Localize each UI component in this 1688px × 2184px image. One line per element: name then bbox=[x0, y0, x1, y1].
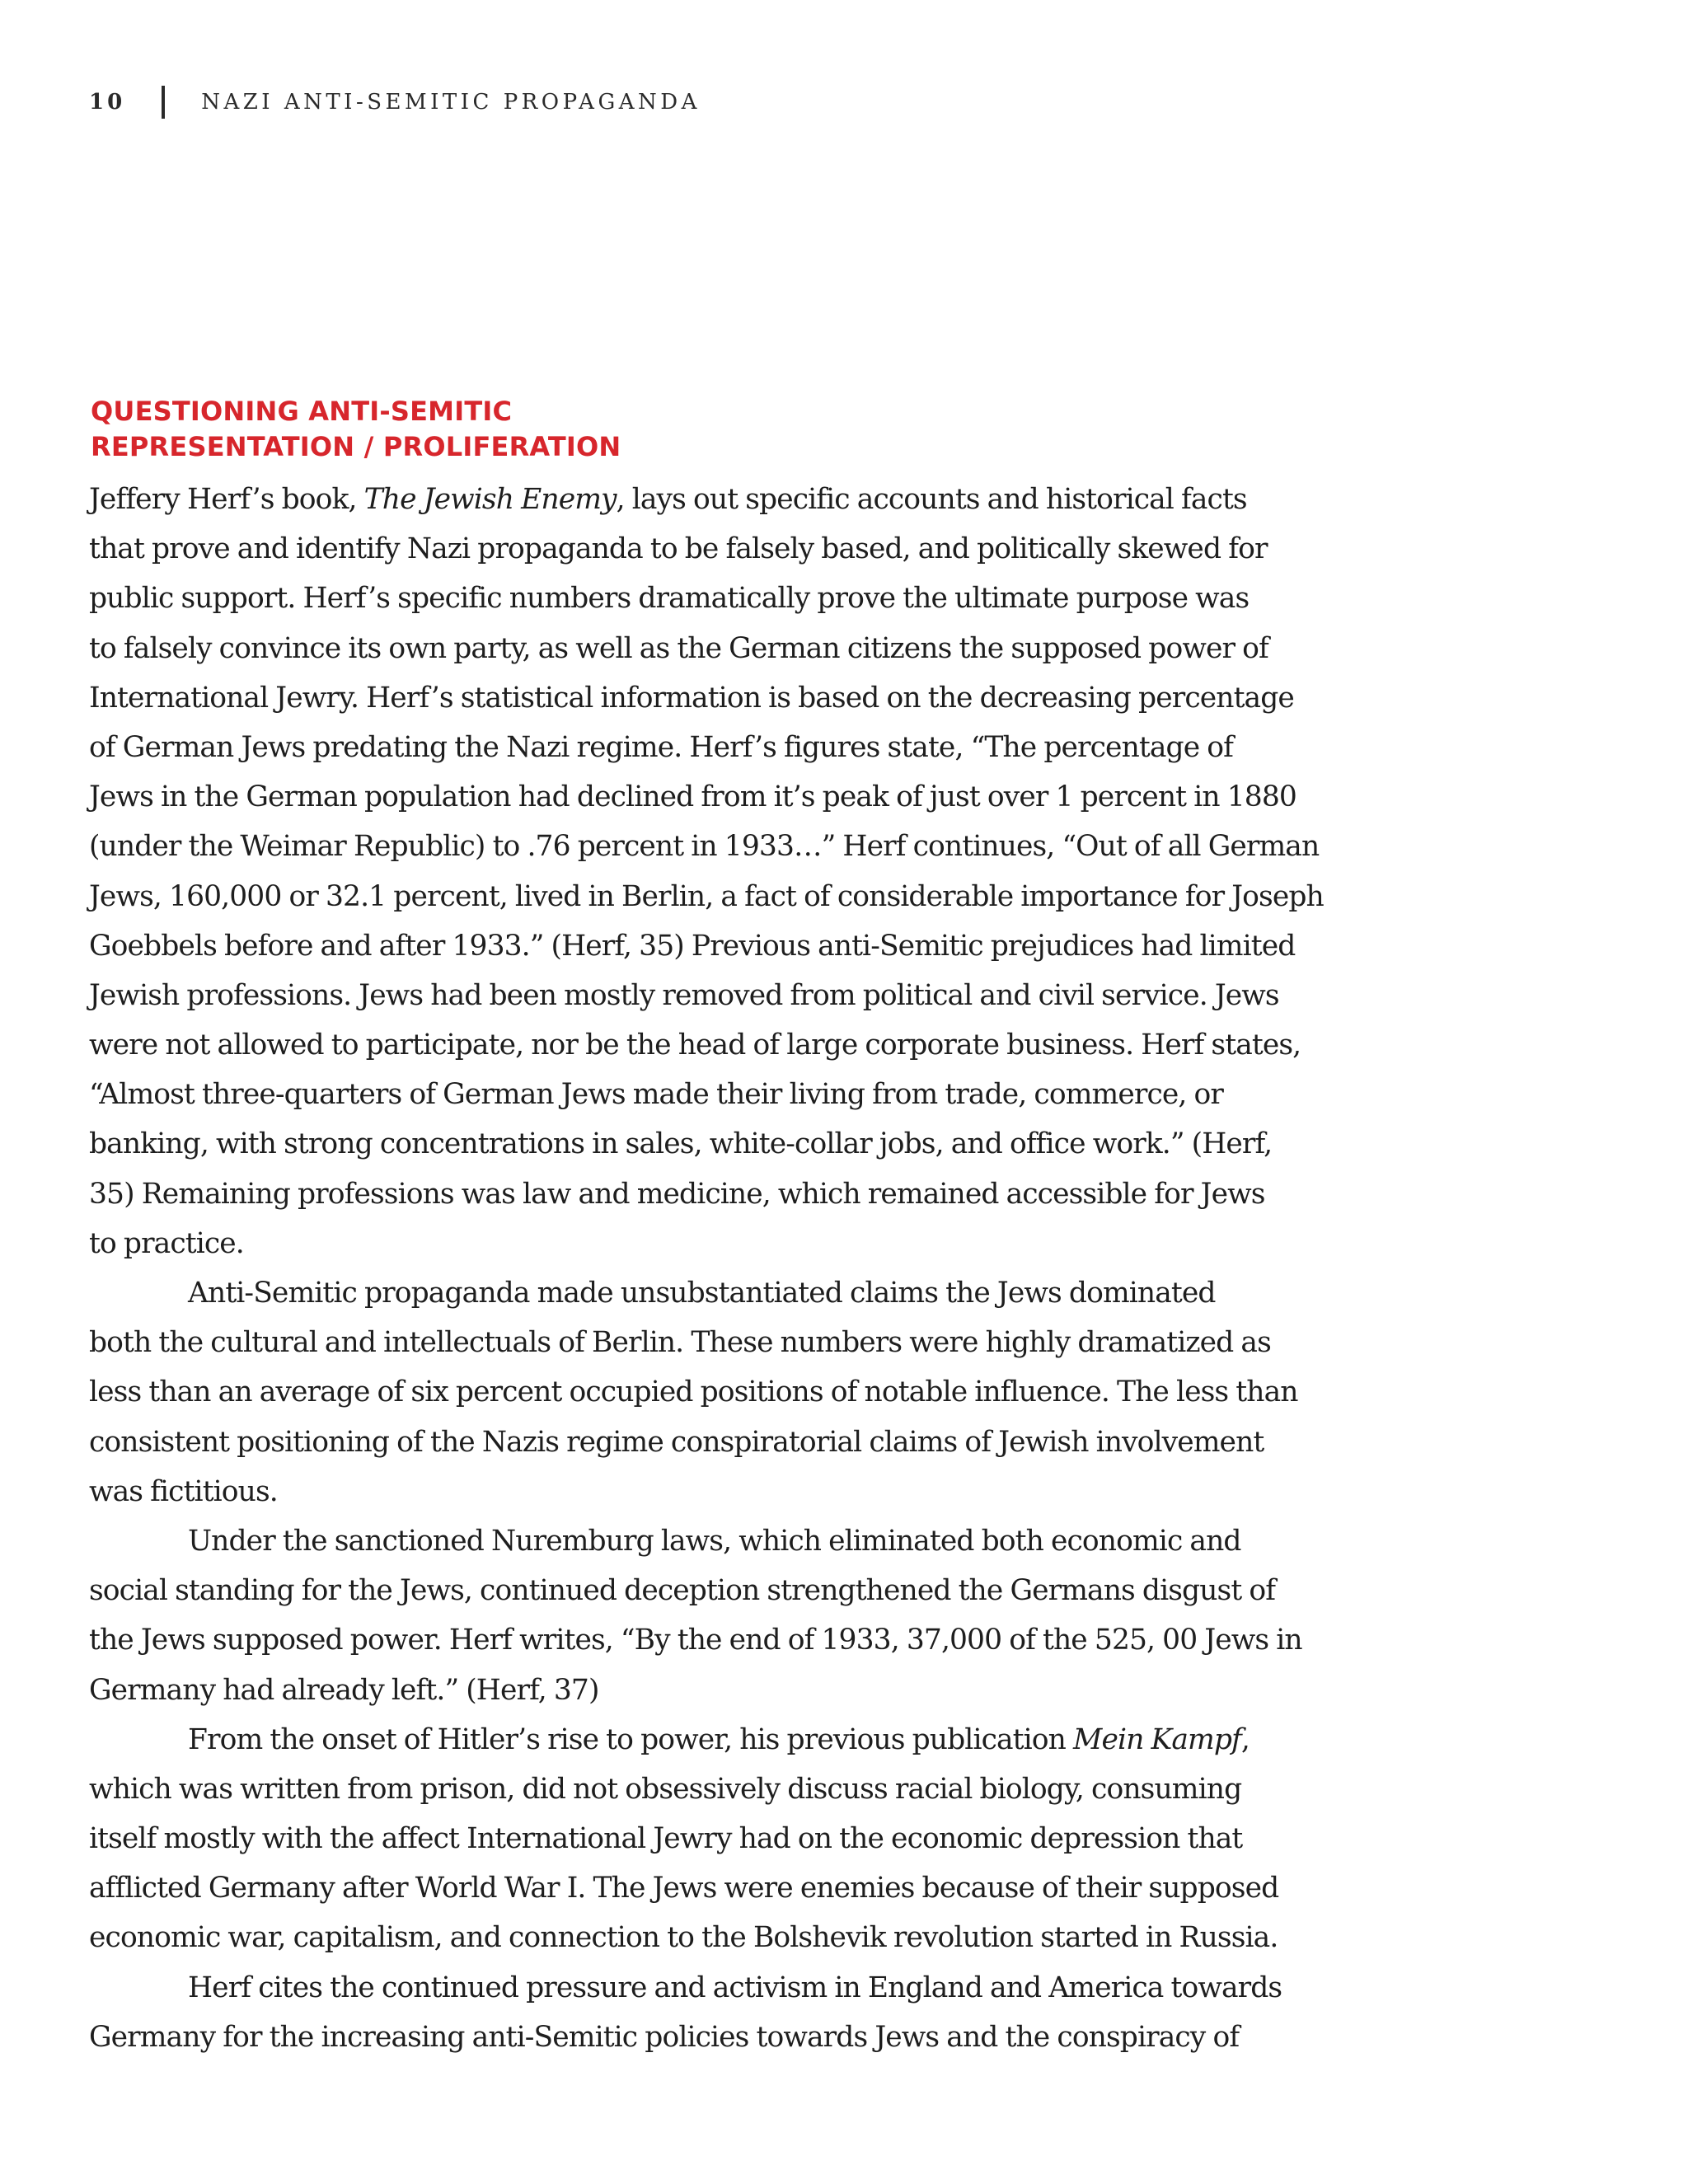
text-line: economic war, capitalism, and connection to the Bolshevik revolution started in Russia. bbox=[89, 1921, 1278, 1955]
section-heading-line-1: QUESTIONING ANTI-SEMITIC bbox=[91, 396, 513, 427]
body-text bbox=[89, 475, 1375, 2062]
text-line: Germany had already left.” (Herf, 37) bbox=[89, 1673, 599, 1707]
header-divider bbox=[162, 86, 165, 119]
text-line: which was written from prison, did not obsessively discuss racial biology, consuming bbox=[89, 1772, 1242, 1806]
text-segment: , lays out specific accounts and historical facts bbox=[616, 483, 1247, 516]
section-heading-line-2: REPRESENTATION / PROLIFERATION bbox=[91, 431, 621, 462]
text-line: public support. Herf’s specific numbers dramatically prove the ultimate purpose was bbox=[89, 582, 1250, 616]
text-line: consistent positioning of the Nazis regime conspiratorial claims of Jewish involvement bbox=[89, 1425, 1264, 1459]
text-line: Jews in the German population had declined from it’s peak of just over 1 percent in 1880 bbox=[89, 780, 1296, 814]
text-line: banking, with strong concentrations in sales, white-collar jobs, and office work.” (Herf, bbox=[89, 1127, 1273, 1161]
running-header bbox=[89, 86, 701, 119]
text-line: social standing for the Jews, continued deception strengthened the Germans disgust of bbox=[89, 1574, 1276, 1608]
text-line: of German Jews predating the Nazi regime. Herf’s figures state, “The percentage of bbox=[89, 730, 1234, 764]
text-line: 35) Remaining professions was law and medicine, which remained accessible for Jews bbox=[89, 1177, 1265, 1211]
running-title: NAZI ANTI-SEMITIC PROPAGANDA bbox=[201, 90, 701, 115]
text-line: to practice. bbox=[89, 1226, 244, 1260]
section-heading bbox=[91, 394, 915, 465]
text-line bbox=[89, 475, 1375, 524]
text-line: Germany for the increasing anti-Semitic policies towards Jews and the conspiracy of bbox=[89, 2020, 1240, 2054]
text-line: were not allowed to participate, nor be the head of large corporate business. Herf states, bbox=[89, 1029, 1301, 1062]
text-segment: , bbox=[1240, 1722, 1250, 1756]
text-line bbox=[89, 1715, 1375, 1765]
text-line: Anti-Semitic propaganda made unsubstantiated claims the Jews dominated bbox=[188, 1277, 1216, 1310]
text-line: was fictitious. bbox=[89, 1474, 278, 1508]
text-segment: Jeffery Herf’s book, bbox=[89, 483, 364, 516]
text-line: Jewish professions. Jews had been mostly removed from political and civil service. Jews bbox=[89, 978, 1279, 1012]
text-line: Jews, 160,000 or 32.1 percent, lived in Berlin, a fact of considerable importance for Joseph bbox=[89, 879, 1324, 913]
text-line: that prove and identify Nazi propaganda to be falsely based, and politically skewed for bbox=[89, 532, 1268, 566]
text-line: the Jews supposed power. Herf writes, “By the end of 1933, 37,000 of the 525, 00 Jews in bbox=[89, 1624, 1302, 1657]
text-line: itself mostly with the affect International Jewry had on the economic depression that bbox=[89, 1822, 1243, 1856]
italic-title: Mein Kampf bbox=[1073, 1722, 1241, 1756]
text-line: Herf cites the continued pressure and activism in England and America towards bbox=[188, 1971, 1282, 2004]
text-line: International Jewry. Herf’s statistical information is based on the decreasing percentage bbox=[89, 681, 1294, 715]
text-line: afflicted Germany after World War I. The Jews were enemies because of their supposed bbox=[89, 1872, 1279, 1905]
text-line: Goebbels before and after 1933.” (Herf, 35) Previous anti-Semitic prejudices had limited bbox=[89, 929, 1296, 963]
text-line: (under the Weimar Republic) to .76 percent in 1933…” Herf continues, “Out of all German bbox=[89, 830, 1320, 864]
page-number: 10 bbox=[89, 90, 126, 115]
text-line: to falsely convince its own party, as well as the German citizens the supposed power of bbox=[89, 631, 1268, 665]
text-segment: From the onset of Hitler’s rise to power, his previous publication bbox=[188, 1722, 1074, 1756]
text-line: both the cultural and intellectuals of Berlin. These numbers were highly dramatized as bbox=[89, 1326, 1271, 1360]
text-line: “Almost three-quarters of German Jews made their living from trade, commerce, or bbox=[89, 1078, 1223, 1112]
text-line: less than an average of six percent occupied positions of notable influence. The less than bbox=[89, 1376, 1298, 1409]
text-line: Under the sanctioned Nuremburg laws, which eliminated both economic and bbox=[188, 1524, 1241, 1558]
italic-title: The Jewish Enemy bbox=[363, 483, 617, 516]
